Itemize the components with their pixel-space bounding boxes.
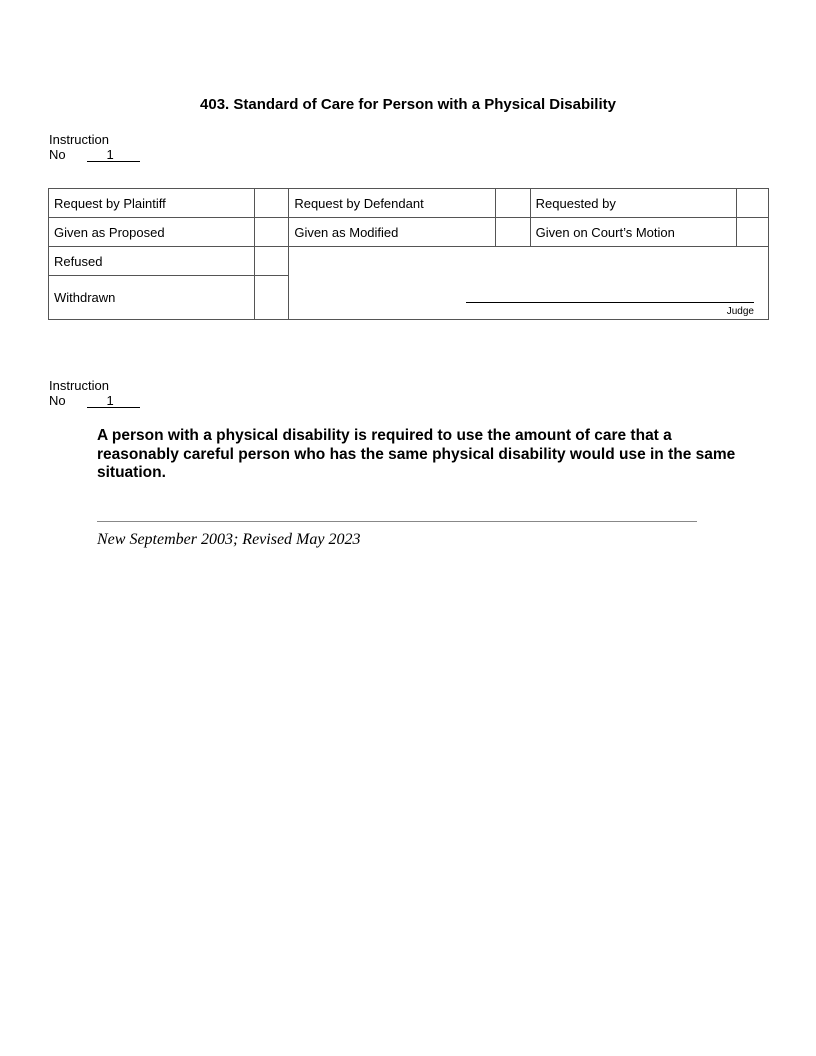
- instruction-number-block-bottom: [49, 378, 140, 408]
- judge-label: Judge: [726, 306, 754, 317]
- no-label: No: [49, 147, 66, 162]
- instruction-text: A person with a physical disability is required to use the amount of care that a reasonably careful person who has the same physical disability would use in the same situation.: [97, 427, 736, 481]
- form-row-given: [49, 218, 769, 247]
- given-as-proposed-label: Given as Proposed: [49, 218, 255, 247]
- given-on-courts-motion-checkbox[interactable]: [736, 218, 768, 247]
- requested-by-checkbox[interactable]: [736, 189, 768, 218]
- request-by-defendant-checkbox[interactable]: [495, 189, 530, 218]
- withdrawn-checkbox[interactable]: [255, 276, 289, 320]
- form-row-refused: [49, 247, 769, 276]
- no-label: No: [49, 393, 66, 408]
- given-as-modified-label: Given as Modified: [289, 218, 495, 247]
- given-on-courts-motion-label: Given on Court’s Motion: [530, 218, 736, 247]
- given-as-modified-checkbox[interactable]: [495, 218, 530, 247]
- request-form-table: [48, 188, 769, 320]
- judge-signature-cell: [289, 247, 769, 320]
- withdrawn-label: Withdrawn: [49, 276, 255, 320]
- instruction-label: Instruction: [49, 132, 109, 147]
- requested-by-label: Requested by: [530, 189, 736, 218]
- page-title: 403. Standard of Care for Person with a Physical Disability: [200, 96, 616, 113]
- request-by-plaintiff-label: Request by Plaintiff: [49, 189, 255, 218]
- revision-history: New September 2003; Revised May 2023: [97, 531, 361, 548]
- judge-signature-line[interactable]: [466, 302, 754, 303]
- instruction-number: 1: [87, 148, 140, 162]
- refused-label: Refused: [49, 247, 255, 276]
- request-by-defendant-label: Request by Defendant: [289, 189, 495, 218]
- instruction-number: 1: [87, 394, 140, 408]
- form-row-requests: [49, 189, 769, 218]
- divider: [97, 521, 697, 522]
- given-as-proposed-checkbox[interactable]: [255, 218, 289, 247]
- instruction-number-block-top: [49, 132, 140, 162]
- refused-checkbox[interactable]: [255, 247, 289, 276]
- request-by-plaintiff-checkbox[interactable]: [255, 189, 289, 218]
- instruction-label: Instruction: [49, 378, 109, 393]
